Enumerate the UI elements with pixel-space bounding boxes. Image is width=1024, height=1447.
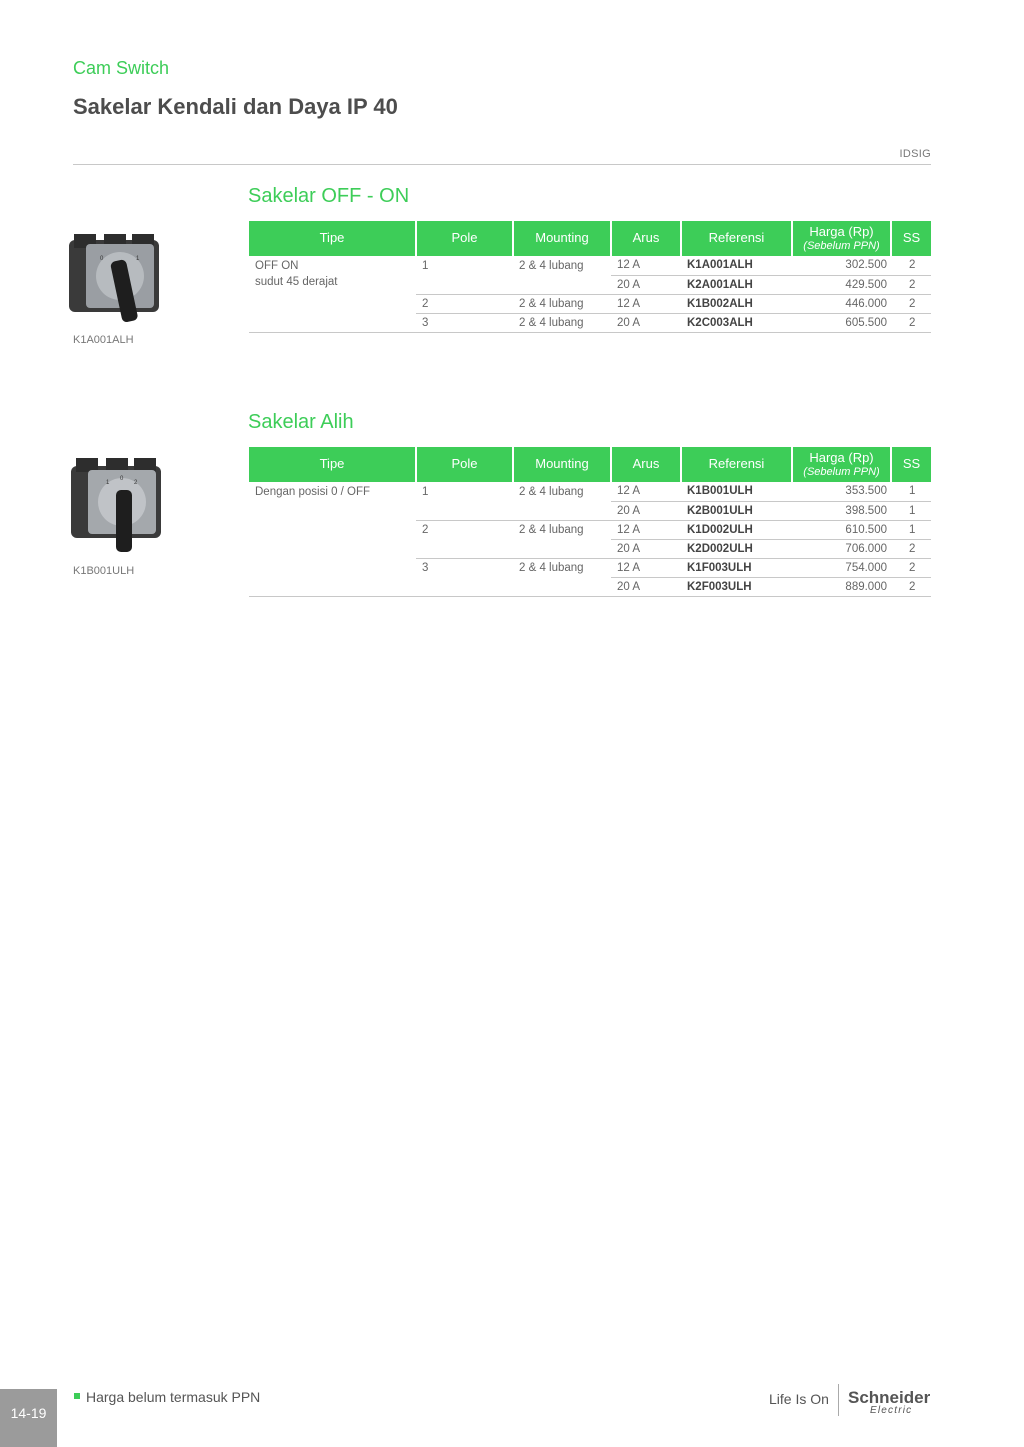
svg-text:0: 0 [120, 476, 124, 482]
svg-text:0: 0 [100, 256, 104, 262]
product-caption: K1B001ULH [73, 565, 135, 577]
table-row [249, 482, 931, 501]
column-header-mounting: Mounting [513, 447, 611, 482]
harga-sublabel: (Sebelum PPN) [803, 239, 880, 252]
pole-cell: 3 [422, 561, 429, 574]
product-table-alih [249, 447, 931, 597]
table-header-row [249, 221, 931, 256]
referensi-cell: K1B001ULH [681, 482, 792, 501]
pole-cell [416, 501, 513, 520]
mounting-cell: 2 & 4 lubang [519, 523, 584, 536]
column-header-pole: Pole [416, 447, 513, 482]
tipe-cell [249, 256, 416, 332]
arus-cell: 12 A [611, 256, 681, 275]
svg-text:1: 1 [106, 480, 110, 486]
arus-cell: 20 A [611, 275, 681, 294]
price-cell: 446.000 [792, 294, 891, 313]
footer-note-text: Harga belum termasuk PPN [86, 1389, 261, 1405]
harga-label: Harga (Rp) [809, 450, 874, 466]
referensi-cell: K2B001ULH [681, 501, 792, 520]
price-cell: 605.500 [792, 313, 891, 332]
ss-cell: 1 [891, 482, 931, 501]
price-cell: 610.500 [792, 520, 891, 539]
ss-cell: 2 [891, 577, 931, 596]
pole-cell: 2 [416, 294, 513, 313]
arus-cell: 20 A [611, 313, 681, 332]
tipe-line: OFF ON [255, 260, 299, 272]
cam-switch-product-image [64, 230, 164, 330]
ss-cell: 1 [891, 520, 931, 539]
column-header-mounting: Mounting [513, 221, 611, 256]
tipe-cell [249, 482, 416, 596]
table-row [249, 256, 931, 275]
green-square-bullet-icon [74, 1393, 80, 1399]
referensi-cell: K2D002ULH [681, 539, 792, 558]
column-header-harga [792, 447, 891, 482]
mounting-cell: 2 & 4 lubang [513, 313, 611, 332]
category-title: Cam Switch [73, 58, 170, 78]
arus-cell: 12 A [611, 294, 681, 313]
ss-cell: 2 [891, 313, 931, 332]
column-header-pole: Pole [416, 221, 513, 256]
page-number: 14-19 [0, 1389, 57, 1447]
mounting-cell [513, 275, 611, 294]
product-caption: K1A001ALH [73, 334, 134, 346]
page-title: Sakelar Kendali dan Daya IP 40 [73, 94, 398, 119]
referensi-cell: K2A001ALH [681, 275, 792, 294]
mounting-cell: 2 & 4 lubang [513, 294, 611, 313]
pole-cell: 1 [422, 485, 429, 498]
column-header-tipe: Tipe [249, 447, 416, 482]
column-header-ss: SS [891, 447, 931, 482]
referensi-cell: K1D002ULH [681, 520, 792, 539]
price-cell: 302.500 [792, 256, 891, 275]
ss-cell: 2 [891, 294, 931, 313]
mounting-cell [513, 501, 611, 520]
pole-cell [416, 577, 513, 596]
arus-cell: 20 A [611, 501, 681, 520]
mounting-cell: 2 & 4 lubang [519, 561, 584, 574]
schneider-logo: Schneider [848, 1388, 931, 1407]
pole-cell: 1 [422, 259, 429, 272]
arus-cell: 12 A [611, 482, 681, 501]
ss-cell: 1 [891, 501, 931, 520]
ss-cell: 2 [891, 256, 931, 275]
arus-cell: 20 A [611, 577, 681, 596]
arus-cell: 20 A [611, 539, 681, 558]
pole-cell [416, 275, 513, 294]
price-cell: 429.500 [792, 275, 891, 294]
harga-label: Harga (Rp) [809, 224, 874, 240]
ss-cell: 2 [891, 275, 931, 294]
price-cell: 353.500 [792, 482, 891, 501]
footer-note [74, 1389, 260, 1405]
mounting-cell [513, 577, 611, 596]
price-cell: 398.500 [792, 501, 891, 520]
svg-text:1: 1 [136, 256, 140, 262]
pole-cell [416, 539, 513, 558]
section-title-off-on: Sakelar OFF - ON [248, 185, 410, 207]
arus-cell: 12 A [611, 520, 681, 539]
section-code: IDSIG [899, 148, 931, 160]
tipe-line: Dengan posisi 0 / OFF [255, 486, 371, 498]
life-is-on-tagline: Life Is On [769, 1391, 829, 1407]
tipe-line: sudut 45 derajat [255, 276, 338, 288]
column-header-referensi: Referensi [681, 221, 792, 256]
schneider-electric-subtitle: Electric [870, 1405, 913, 1416]
logo-divider [838, 1384, 839, 1416]
ss-cell: 2 [891, 539, 931, 558]
column-header-arus: Arus [611, 447, 681, 482]
column-header-ss: SS [891, 221, 931, 256]
product-table-off-on [249, 221, 931, 333]
table-header-row [249, 447, 931, 482]
ss-cell: 2 [891, 558, 931, 577]
referensi-cell: K1A001ALH [681, 256, 792, 275]
pole-cell: 3 [416, 313, 513, 332]
mounting-cell [513, 539, 611, 558]
referensi-cell: K2F003ULH [681, 577, 792, 596]
referensi-cell: K1F003ULH [681, 558, 792, 577]
mounting-cell: 2 & 4 lubang [519, 259, 584, 272]
referensi-cell: K2C003ALH [681, 313, 792, 332]
pole-cell: 2 [422, 523, 429, 536]
price-cell: 754.000 [792, 558, 891, 577]
referensi-cell: K1B002ALH [681, 294, 792, 313]
harga-sublabel: (Sebelum PPN) [803, 465, 880, 478]
cam-switch-product-image [66, 456, 166, 556]
column-header-tipe: Tipe [249, 221, 416, 256]
column-header-harga [792, 221, 891, 256]
column-header-referensi: Referensi [681, 447, 792, 482]
column-header-arus: Arus [611, 221, 681, 256]
header-divider [73, 164, 931, 165]
price-cell: 706.000 [792, 539, 891, 558]
section-title-alih: Sakelar Alih [248, 411, 354, 433]
arus-cell: 12 A [611, 558, 681, 577]
svg-text:2: 2 [134, 480, 138, 486]
mounting-cell: 2 & 4 lubang [519, 485, 584, 498]
price-cell: 889.000 [792, 577, 891, 596]
